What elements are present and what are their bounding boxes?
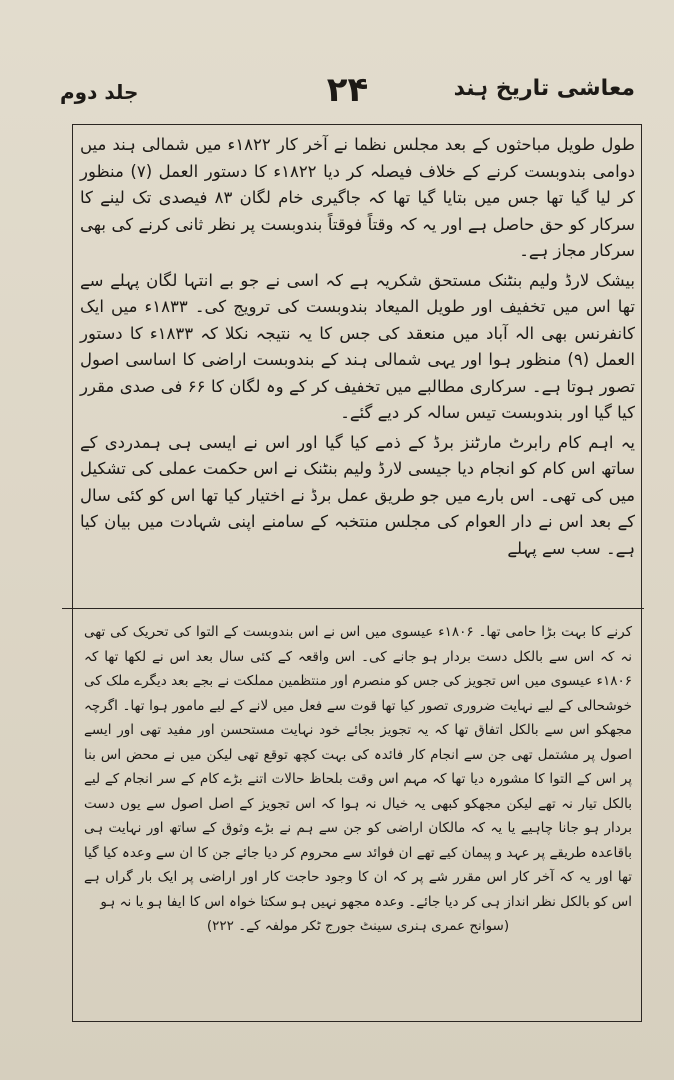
main-text <box>80 132 635 602</box>
paragraph: بیشک لارڈ ولیم بنٹنک مستحق شکریہ ہے کہ اسی نے جو بے انتہا لگان پہلے سے تھا اس میں تخفیف اور طویل المیعاد بندوبست کی ترویج کی۔ ۱۸۳۳ء میں ایک کانفرنس بھی الہ آباد میں منعقد کی جس کا یہ نتیجہ نکلا کہ ۱۸۳۳ء کا دستور العمل (۹) منظور ہوا اور یہی شمالی ہند کے بندوبست اراضی کا اساسی اصول تصور ہوتا ہے۔ سرکاری مطالبے میں تخفیف کر کے وہ لگان کا ۶۶ فی صدی مقرر کیا گیا اور بندوبست تیس سالہ کر دیے گئے۔ <box>80 270 636 422</box>
page-number: ۲۴ <box>326 70 369 110</box>
book-title: معاشی تاریخ ہند <box>453 76 635 101</box>
page-header <box>60 70 635 120</box>
paragraph: یہ اہم کام رابرٹ مارٹنز برڈ کے ذمے کیا گیا اور اس نے ایسی ہی ہمدردی کے ساتھ اس کام کو انجام دیا جیسی لارڈ ولیم بنٹنک نے اس حکمت عملی کی تشکیل میں کی تھی۔ اس بارے میں جو طریق عمل برڈ نے اختیار کیا تھا اس کو کئی سال کے بعد اس نے دار العوام کی مجلس منتخبہ کے سامنے اپنی شہادت میں بیان کیا ہے۔ سب سے پہلے <box>80 432 635 558</box>
footnote-paragraph: کرنے کا بہت بڑا حامی تھا۔ ۱۸۰۶ء عیسوی میں اس نے اس بندوبست کے التوا کی تحریک کی تھی نہ کہ اس سے بالکل دست بردار ہو جانے کی۔ اس واقعہ کے کئی سال بعد اس نے لکھا تھا کہ ۱۸۰۶ء عیسوی میں اس تجویز کی جس کو منصرم اور منتظمین مملکت نے بجے بعد دیگرے ملک کی خوشحالی کے لیے نہایت ضروری تصور کیا تھا قوت سے فعل میں لانے کے لیے مامور ہوا تھا۔ اگرچہ مجھکو اس سے بالکل اتفاق تھا کہ یہ تجویز بجائے خود نہایت مستحسن اور مفید تھی اور ایسے اصول پر مشتمل تھی جن سے انجام کار فائدہ کی بہت کچھ توقع تھی لیکن میں نے محض اس بنا پر اس کے التوا کا مشورہ دیا تھا کہ مہم اس وقت بلحاظ حالات اتنے بڑے کام کے سر انجام کے لیے بالکل تیار نہ تھے لیکن مجھکو کبھی یہ خیال نہ ہوا کہ اس تجویز کے اصل اصول سے یوں دست بردار ہو جانا چاہیے یا یہ کہ مالکان اراضی کو جن سے ہم نے بڑے وثوق کے ساتھ اور نہایت ہی باقاعدہ طریقے پر عہد و پیمان کیے تھے ان فوائد سے محروم کر دیا جائے جن کا ان سے وعدہ کیا گیا تھا اور یہ کہ آخر کار اس مقرر شے پر کہ ان کا وجود حاجت کار اور اراضی پر ایک بار گراں ہے اس کو بالکل نظر انداز ہی کر دیا جائے۔ وعدہ مجھو نہیں ہو سکتا خواہ اس کا ایفا ہو یا نہ ہو <box>84 624 633 910</box>
footnote-text <box>84 620 632 1012</box>
volume-label: جلد دوم <box>60 80 139 104</box>
paragraph: طول طویل مباحثوں کے بعد مجلس نظما نے آخر کار ۱۸۲۲ء میں شمالی ہند میں دوامی بندوبست کرنے کے خلاف فیصلہ کر دیا ۱۸۲۲ء کا دستور العمل (۷) منظور کر لیا گیا تھا جس میں بتایا گیا تھا کہ جاگیری خام لگان ۸۳ فیصدی تک لینے کا سرکار کو حق حاصل ہے اور یہ کہ وقتاً فوقتاً بندوبست پر نظر ثانی کرنے کی بھی سرکار مجاز ہے۔ <box>80 135 636 260</box>
footnote-divider <box>62 608 644 609</box>
footnote-citation: (سوانح عمری ہنری سینٹ جورج ٹکر مولفہ کے۔ ۲۲۲) <box>206 918 510 934</box>
